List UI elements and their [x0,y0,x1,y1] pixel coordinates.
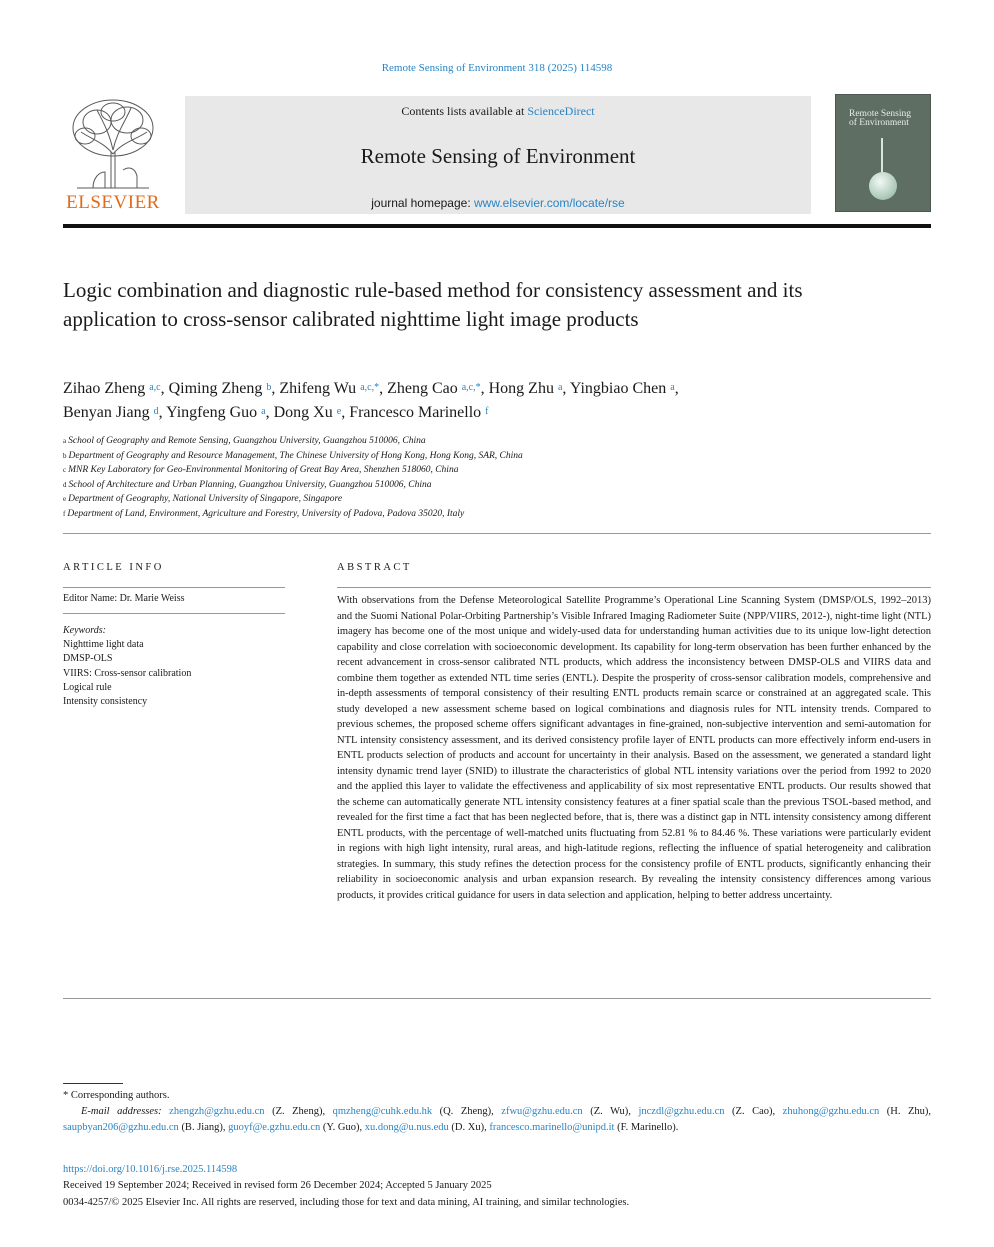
affiliation [63,463,923,478]
corresponding-note: * Corresponding authors. [63,1090,170,1101]
author-affiliation-marker[interactable]: f [485,406,489,417]
cover-title-line2: of [849,118,857,128]
author-separator: , [341,404,350,421]
affiliation-key: d [63,480,67,489]
homepage-link[interactable]: www.elsevier.com/locate/rse [474,196,625,210]
affiliation [63,492,923,507]
author-separator: , [158,404,167,421]
affiliation-text: Department of Land, Environment, Agriculture and Forestry, University of Padova, Padova 35020, Italy [67,508,465,519]
cover-title [849,110,911,128]
email-link[interactable]: francesco.marinello@unipd.it [489,1122,615,1133]
author-separator: , [160,380,169,397]
author-affiliation-marker[interactable]: a,c,* [360,382,380,393]
affiliation-key: f [63,509,66,518]
author-affiliation-marker[interactable]: a [670,382,675,393]
keywords-label: Keywords: [63,625,106,636]
author[interactable] [274,404,350,421]
author[interactable] [387,380,489,397]
footnote-rule [63,1083,123,1084]
author-name[interactable]: Yingfeng Guo [166,404,258,421]
publisher-logo-text: ELSEVIER [66,192,160,213]
cover-title-line3: Environment [859,118,909,128]
article-info-rule [63,587,285,588]
email-owner: (H. Zhu), [879,1106,932,1117]
author-name[interactable]: Dong Xu [273,404,333,421]
homepage-line [185,196,811,210]
affiliation-text: School of Architecture and Urban Planning, Guangzhou University, Guangzhou 510006, China [68,479,432,490]
author[interactable] [570,380,679,397]
email-link[interactable]: qmzheng@cuhk.edu.hk [332,1106,433,1117]
author[interactable] [166,404,274,421]
author-name[interactable]: Benyan Jiang [63,404,150,421]
elsevier-tree-icon [63,92,163,192]
author-affiliation-marker[interactable]: a,c [149,382,161,393]
cover-graphic-globe [869,172,897,200]
author-separator: , [271,380,280,397]
affiliation-key: e [63,495,67,503]
contents-line [185,104,811,119]
email-addresses [63,1104,931,1136]
received-dates: Received 19 September 2024; Received in revised form 26 December 2024; Accepted 5 January 2025 [63,1180,492,1191]
keyword-list [63,638,191,709]
author[interactable] [279,380,387,397]
doi-link[interactable]: https://doi.org/10.1016/j.rse.2025.114598 [63,1164,238,1175]
email-owner: (Z. Wu), [582,1106,639,1117]
email-owner: (Z. Cao), [724,1106,783,1117]
email-owner: (B. Jiang), [178,1122,229,1133]
author-list [63,377,913,425]
email-label: E-mail addresses: [81,1106,162,1117]
keyword: Logical rule [63,681,112,693]
homepage-prefix: journal homepage: [371,196,474,210]
author-affiliation-marker[interactable]: d [153,406,159,417]
editor-rule [63,613,285,614]
author[interactable] [489,380,570,397]
author-name[interactable]: Qiming Zheng [168,380,263,397]
section-divider [63,533,931,534]
journal-title: Remote Sensing of Environment [360,144,636,168]
affiliation-list [63,434,923,521]
affiliation [63,507,923,522]
author-affiliation-marker[interactable]: a [557,382,563,393]
email-owner: (Q. Zheng), [432,1106,502,1117]
elsevier-logo[interactable] [63,92,163,214]
email-link[interactable]: xu.dong@u.nus.edu [364,1122,449,1133]
keyword: DMSP-OLS [63,653,113,665]
abstract-heading: ABSTRACT [337,562,412,573]
author-name[interactable]: Yingbiao Chen [569,380,667,397]
article-title: Logic combination and diagnostic rule-based method for consistency assessment and its application to cross-sensor calibrated nighttime light image products [63,278,803,331]
author[interactable] [169,380,280,397]
author-name[interactable]: Zheng Cao [387,380,458,397]
contents-prefix: Contents lists available at [401,104,528,118]
header-rule [63,224,931,228]
author[interactable] [63,404,166,421]
copyright-notice: 0034-4257/© 2025 Elsevier Inc. All rights are reserved, including those for text and data mining, AI training, and similar technologies. [63,1197,630,1208]
affiliation-text: MNR Key Laboratory for Geo-Environmental Monitoring of Great Bay Area, Shenzhen 518060, China [68,465,459,475]
email-link[interactable]: guoyf@e.gzhu.edu.cn [228,1122,321,1133]
keyword: Nighttime light data [63,639,144,651]
author-separator: , [480,380,489,397]
affiliation-text: Department of Geography and Resource Management, The Chinese University of Hong Kong, Hong Kong, SAR, China [68,450,523,461]
affiliation-key: c [63,466,67,474]
email-owner: (Z. Zheng), [264,1106,333,1117]
author-name[interactable]: Hong Zhu [488,380,554,397]
author-separator: , [379,380,388,397]
keywords-block [63,624,191,709]
author-affiliation-marker[interactable]: a,c,* [461,382,481,393]
affiliation-key: b [63,451,67,460]
sciencedirect-link[interactable]: ScienceDirect [527,104,595,118]
affiliation-text: Department of Geography, National University of Singapore, Singapore [68,494,343,504]
affiliation [63,434,923,449]
author-name[interactable]: Francesco Marinello [349,404,482,421]
author-name[interactable]: Zhifeng Wu [279,380,357,397]
abstract-rule [337,587,931,588]
email-link[interactable]: zfwu@gzhu.edu.cn [501,1106,583,1117]
abstract-text: With observations from the Defense Meteorological Satellite Programme’s Operational Line Scanning System (DMSP/OLS, 1992–2013) and the Suomi National Polar-Orbiting Partnership’s Visible Infrared Imaging Radiometer Suite (NPP/VIIRS, 2012-), night-time light (NTL) imagery has become one of the most unique and widely-used data for understanding human activities due to its unique low-light detection capability and close correlation with socioeconomic development. Its capability for long-term observation has been further enhanced by the recent advancement in cross-sensor calibrated NTL products, which address the inconsistency between DMSP-OLS and VIIRS data and combine them together as extended NTL time series (ENTL). Despite the prosperity of cross-sensor calibration models, comprehensive and in-depth assessments of temporal consistency of their resulting ENTL products remain scarce or constrained at an aggregated scale. This study developed a new assessment scheme based on logical combinations and diagnosis rules for NTL intensity trends. Compared to previous schemes, the proposed scheme offers significant advantages in fine-grained, non-subjective intervention and semi-automation for NTL intensity consistency assessment, and its derived consistency profile layer of ENTL products can more effectively inform end-users in ENTL products selection of products and account for uncertainty in their analysis. Based on the assessment, we generated a standard light intensity dynamic trend layer (SNID) to illustrate the characteristics of global NTL intensity variations over the period from 1992 to 2020 and the applied this layer to validate the effectiveness and applicability of six most representative ENTL products. Our results showed that the scheme can automatically generate NTL intensity consistency features at a finer spatial scale than the previous TSOL-based method, and revealed for the first time a fact that has been neglected before, that is, there was a distinct gap in NTL intensity consistency among different ENTL products, with the percentage of well-matched units fluctuating from 52.81 % to 84.46 %. These variations were particularly evident in regions with high light intensity, rural areas, and high-latitude regions, reflecting the influence of spatial heterogeneity and calibration strategies. In summary, this study refines the detection process for the consistency profile of ENTL products, significantly enhancing their reliability in socioeconomic analysis and urban expansion research. By revealing the intensity consistency differences among various products, it provides critical guidance for users in data selection and application, helping to better address uncertainty. [337,595,931,901]
author-affiliation-marker[interactable]: e [336,406,342,417]
author[interactable] [349,404,488,421]
section-divider-bottom [63,998,931,999]
author-separator: , [562,380,570,397]
affiliation [63,449,923,464]
journal-cover-thumbnail[interactable] [835,94,931,212]
article-info-heading: ARTICLE INFO [63,562,164,573]
affiliation-text: School of Geography and Remote Sensing, Guangzhou University, Guangzhou 510006, China [68,436,426,446]
journal-reference-link[interactable]: Remote Sensing of Environment 318 (2025) 114598 [381,62,613,74]
footnote [63,1088,931,1136]
affiliation-key: a [63,437,67,445]
keyword: Intensity consistency [63,696,148,708]
author-separator: , [674,380,679,397]
editor-name: Editor Name: Dr. Marie Weiss [63,593,185,604]
email-owner: (F. Marinello). [614,1122,679,1133]
email-owner: (D. Xu), [448,1122,490,1133]
author[interactable] [63,380,169,397]
keyword: VIIRS: Cross-sensor calibration [63,667,192,679]
author-affiliation-marker[interactable]: a [261,406,266,417]
affiliation [63,478,923,493]
email-link[interactable]: zhuhong@gzhu.edu.cn [782,1106,880,1117]
email-owner: (Y. Guo), [320,1122,365,1133]
email-link[interactable]: saupbyan206@gzhu.edu.cn [63,1122,179,1133]
email-link[interactable]: zhengzh@gzhu.edu.cn [169,1106,265,1117]
author-affiliation-marker[interactable]: b [266,382,272,393]
journal-banner [185,96,811,214]
author-name[interactable]: Zihao Zheng [63,380,146,397]
author-separator: , [265,404,274,421]
cover-title-line1: Remote Sensing [849,109,912,119]
journal-header [63,92,931,214]
email-link[interactable]: jnczdl@gzhu.edu.cn [638,1106,725,1117]
